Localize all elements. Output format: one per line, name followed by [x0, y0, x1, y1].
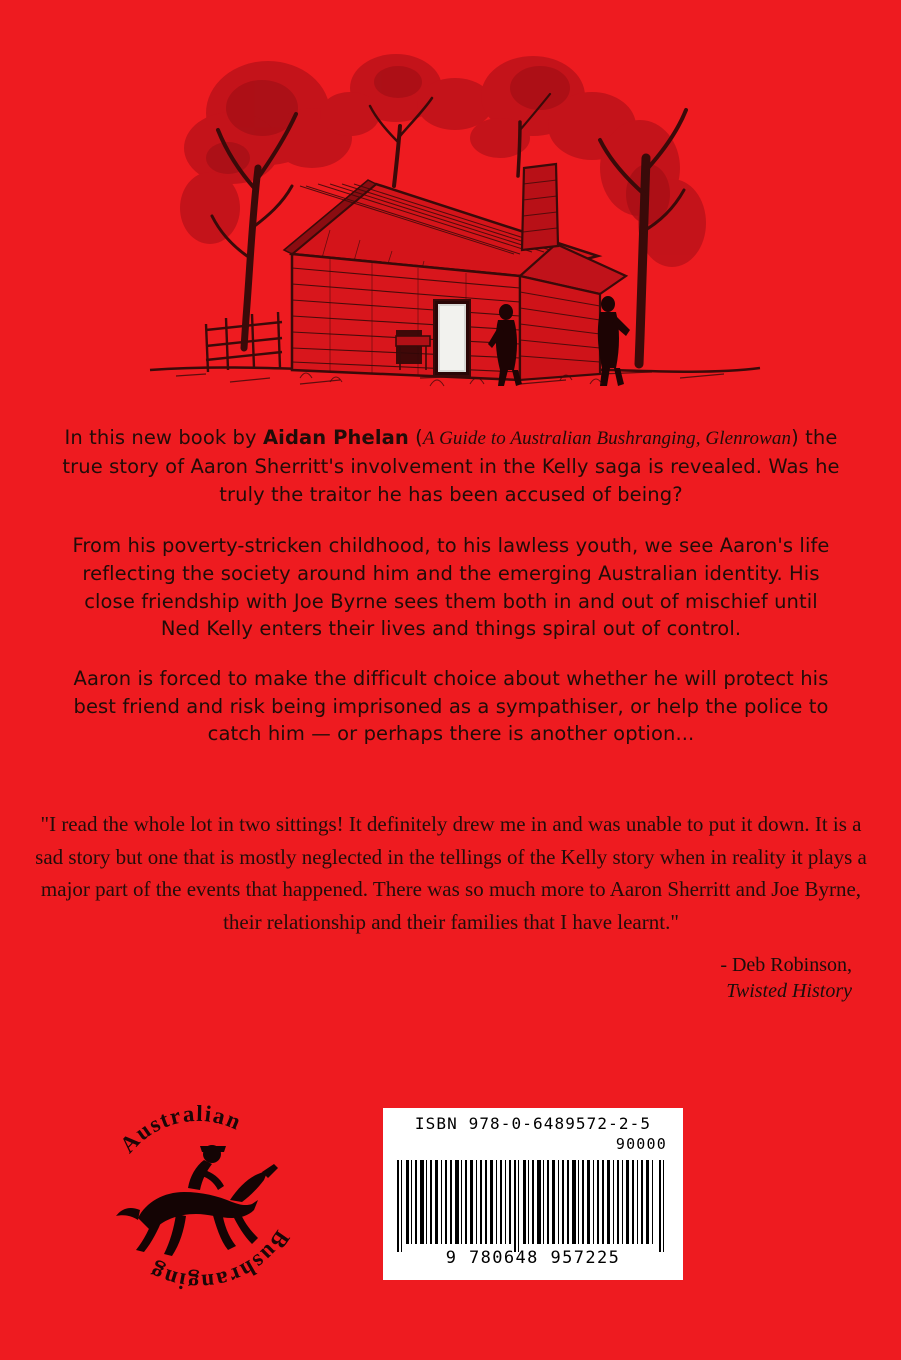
paren-open: ( [408, 426, 423, 449]
isbn-label: ISBN [414, 1114, 458, 1133]
prior-works-title: A Guide to Australian Bushranging, Glenrowan [422, 428, 792, 449]
blurb-paragraph-1 [62, 424, 840, 508]
reviewer-source: Twisted History [726, 980, 852, 1003]
sherritt-hut-illustration [0, 18, 901, 418]
logo-text-bottom: Bushranging [144, 1226, 295, 1295]
review-block [32, 808, 870, 1004]
isbn-text [383, 1108, 683, 1133]
review-quote: "I read the whole lot in two sittings! It definitely drew me in and was unable to put it down. It is a sad story but one that is mostly neglected in the tellings of the Kelly story when in reality it plays a major part of the events that happened. There was so much more to Aaron Sherritt and Joe Byrne, their relationship and their families that I have learnt." [35, 812, 867, 934]
review-attribution [32, 952, 870, 1004]
blurb-lead: In this new book by [64, 426, 263, 449]
publisher-logo [92, 1092, 302, 1297]
svg-text:Australian [115, 1101, 246, 1158]
isbn-barcode [383, 1108, 683, 1280]
reviewer-name: - Deb Robinson, [720, 954, 852, 977]
blurb-rest: the true story of Aaron Sherritt's involvement in the Kelly saga is revealed. Was he truly the traitor he has been accused of being? [62, 426, 840, 506]
isbn-number: 978-0-6489572-2-5 [468, 1114, 652, 1133]
author-name: Aidan Phelan [262, 426, 409, 449]
ean-digits: 9 780648 957225 [445, 1248, 621, 1268]
blurb-text [62, 424, 840, 770]
horse-and-rider-icon [116, 1145, 278, 1256]
price-code: 90000 [615, 1135, 667, 1153]
barcode-bars [397, 1160, 669, 1252]
logo-text-top: Australian [115, 1100, 246, 1158]
paren-close: ) [791, 426, 806, 449]
svg-text:Bushranging [145, 1226, 295, 1295]
blurb-paragraph-3: Aaron is forced to make the difficult choice about whether he will protect his best friend and risk being imprisoned as a sympathiser, or help the police to catch him — or perhaps there is another option... [73, 667, 829, 746]
blurb-paragraph-2: From his poverty-stricken childhood, to his lawless youth, we see Aaron's life reflecting the society around him and the emerging Australian identity. His close friendship with Joe Byrne sees them both in and out of mischief until Ned Kelly enters their lives and things spiral out of control. [72, 534, 830, 641]
